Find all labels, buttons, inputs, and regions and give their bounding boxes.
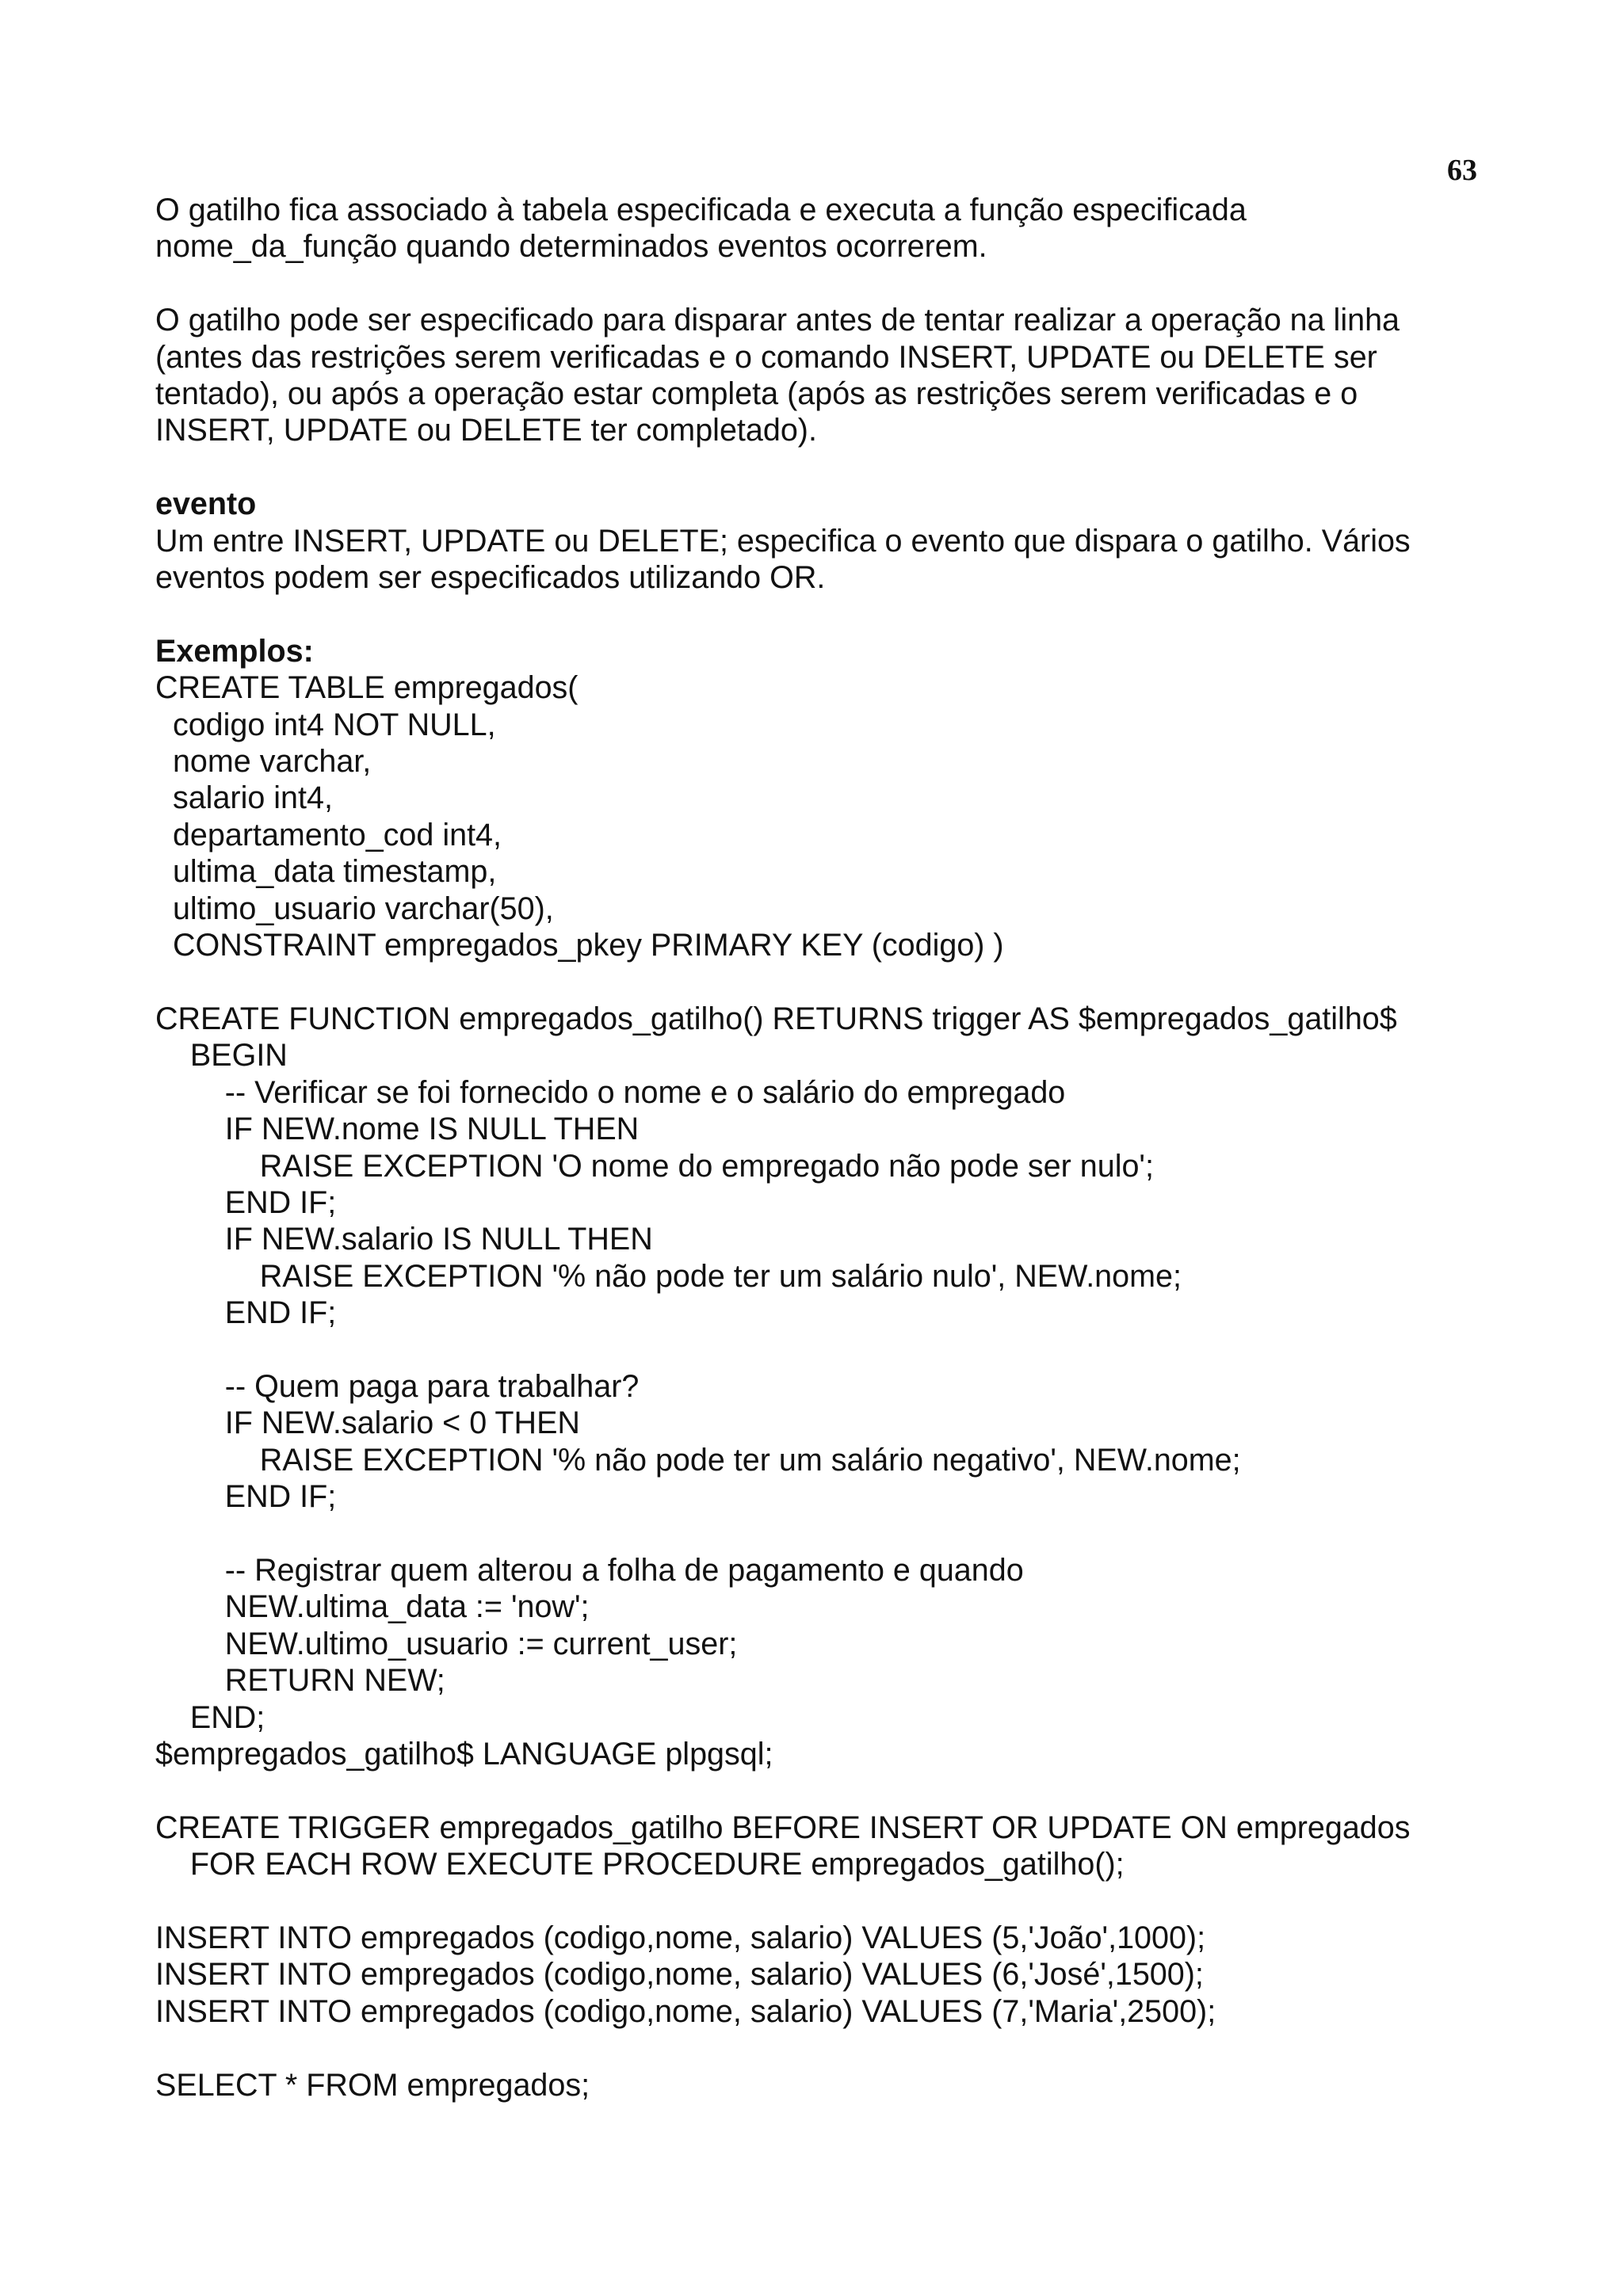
code-line: INSERT INTO empregados (codigo,nome, salario) VALUES (7,'Maria',2500); — [155, 1993, 1216, 2029]
code-line: RAISE EXCEPTION 'O nome do empregado não pode ser nulo'; — [155, 1148, 1154, 1184]
insert-block — [155, 1920, 1503, 2030]
code-line: IF NEW.salario IS NULL THEN — [155, 1222, 653, 1257]
text-line: (antes das restrições serem verificadas e o comando INSERT, UPDATE ou DELETE ser — [155, 339, 1377, 375]
code-line: -- Quem paga para trabalhar? — [155, 1368, 640, 1404]
text-line: INSERT, UPDATE ou DELETE ter completado). — [155, 413, 817, 448]
code-line: RETURN NEW; — [155, 1663, 445, 1699]
code-line: RAISE EXCEPTION '% não pode ter um salário negativo', NEW.nome; — [155, 1442, 1241, 1478]
code-line: salario int4, — [155, 780, 333, 816]
evento-section — [155, 486, 1503, 596]
text-line: eventos podem ser especificados utilizando OR. — [155, 560, 826, 596]
page-number: 63 — [1447, 154, 1477, 187]
create-table-block — [155, 633, 1503, 964]
code-line: NEW.ultimo_usuario := current_user; — [155, 1626, 738, 1661]
text-line: O gatilho fica associado à tabela especificada e executa a função especificada — [155, 193, 1247, 227]
code-line: INSERT INTO empregados (codigo,nome, salario) VALUES (6,'José',1500); — [155, 1957, 1204, 1993]
code-line: -- Verificar se foi fornecido o nome e o salário do empregado — [155, 1074, 1066, 1110]
code-line: RAISE EXCEPTION '% não pode ter um salário nulo', NEW.nome; — [155, 1258, 1182, 1294]
code-line: END IF; — [155, 1184, 337, 1220]
code-line: BEGIN — [155, 1038, 288, 1074]
code-line: ultimo_usuario varchar(50), — [155, 891, 554, 926]
code-line: NEW.ultima_data := 'now'; — [155, 1589, 590, 1625]
code-line: CONSTRAINT empregados_pkey PRIMARY KEY (codigo) ) — [155, 928, 1004, 963]
code-line: IF NEW.salario < 0 THEN — [155, 1405, 580, 1441]
section-heading-exemplos: Exemplos: — [155, 633, 314, 669]
blank-line — [155, 1332, 1503, 1368]
code-line: FOR EACH ROW EXECUTE PROCEDURE empregados_gatilho(); — [155, 1847, 1125, 1882]
text-line: Um entre INSERT, UPDATE ou DELETE; especifica o evento que dispara o gatilho. Vários — [155, 523, 1411, 559]
select-block — [155, 2067, 1503, 2103]
paragraph-timing — [155, 302, 1503, 449]
page-content — [155, 192, 1503, 2140]
text-line: nome_da_função quando determinados eventos ocorrerem. — [155, 229, 987, 265]
code-line: ultima_data timestamp, — [155, 854, 497, 890]
code-line: -- Registrar quem alterou a folha de pagamento e quando — [155, 1552, 1024, 1588]
create-function-block — [155, 1001, 1503, 1773]
code-line: departamento_cod int4, — [155, 817, 502, 852]
code-line: IF NEW.nome IS NULL THEN — [155, 1112, 640, 1147]
code-line: codigo int4 NOT NULL, — [155, 707, 496, 742]
code-line: END IF; — [155, 1479, 337, 1515]
code-line: nome varchar, — [155, 744, 372, 780]
code-line: $empregados_gatilho$ LANGUAGE plpgsql; — [155, 1736, 773, 1772]
code-line: END; — [155, 1699, 265, 1735]
code-line: CREATE TABLE empregados( — [155, 670, 579, 706]
code-line: CREATE FUNCTION empregados_gatilho() RETURNS trigger AS $empregados_gatilho$ — [155, 1001, 1397, 1036]
section-heading-evento: evento — [155, 486, 257, 522]
paragraph-intro — [155, 192, 1503, 265]
blank-line — [155, 1516, 1503, 1552]
code-line: SELECT * FROM empregados; — [155, 2067, 590, 2103]
code-line: END IF; — [155, 1295, 337, 1331]
text-line: tentado), ou após a operação estar completa (após as restrições serem verificadas e o — [155, 376, 1358, 412]
create-trigger-block — [155, 1810, 1503, 1883]
code-line: INSERT INTO empregados (codigo,nome, salario) VALUES (5,'João',1000); — [155, 1920, 1206, 1955]
code-line: CREATE TRIGGER empregados_gatilho BEFORE INSERT OR UPDATE ON empregados — [155, 1810, 1411, 1845]
text-line: O gatilho pode ser especificado para disparar antes de tentar realizar a operação na linha — [155, 303, 1400, 338]
